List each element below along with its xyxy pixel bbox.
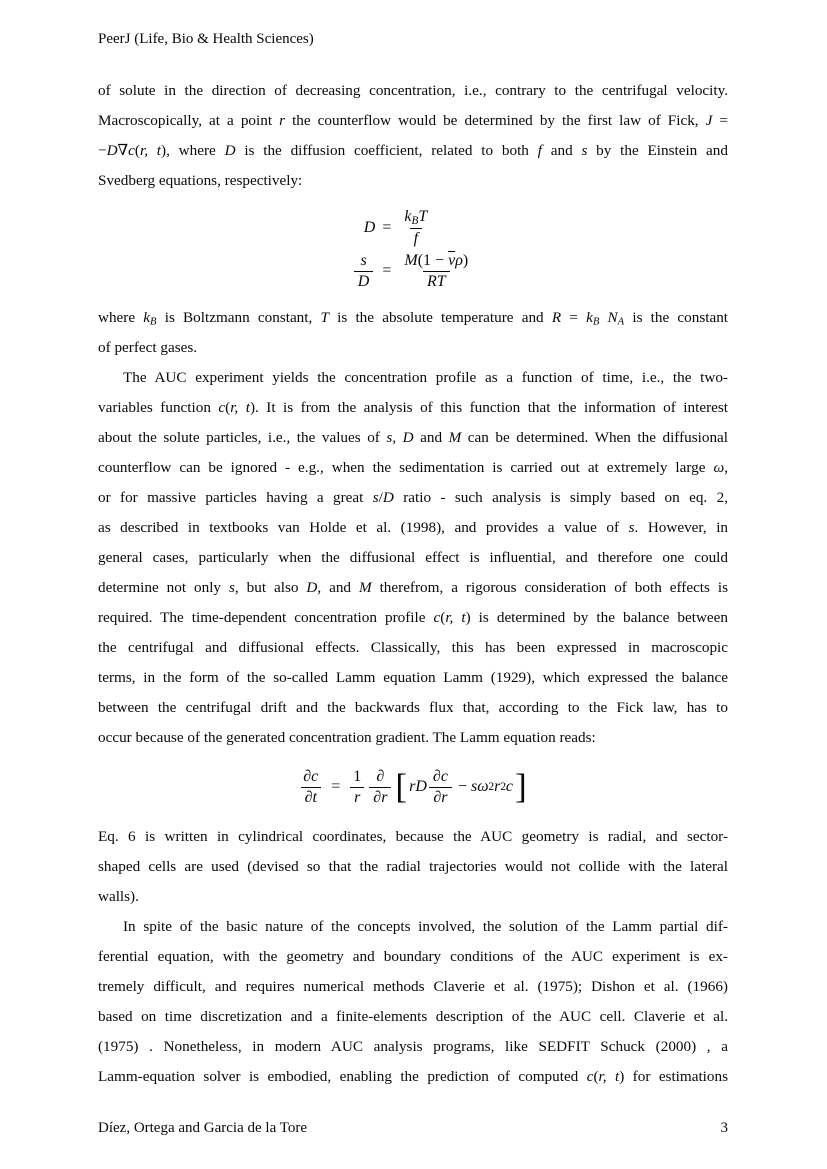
fraction: $\frac{\partial c}{\partial r}$ [429,768,452,807]
text-line: Eq. 6 is written in cylindrical coordinates, because the AUC geometry is radial, and sector- [98,827,728,845]
fraction: $\frac{1}{r}$ [349,768,365,807]
page-footer [98,1120,728,1140]
fraction: $\frac{\text{kBT}}{f}$ [404,208,428,247]
fraction: $\frac{s}{D}$ [354,252,374,291]
paragraph [98,912,728,1092]
text-line: of solute in the direction of decreasing concentration, i.e., contrary to the centrifugal velocity. [98,82,728,99]
text-line: walls). [98,887,139,905]
footer-page-number: 3 [720,1120,728,1136]
text-line: as described in textbooks van Holde et al. (1998), and provides a value of s. However, in [98,518,728,536]
text-line: occur because of the generated concentration gradient. The Lamm equation reads: [98,728,596,746]
paragraph [98,822,728,912]
text-line: Svedberg equations, respectively: [98,172,303,189]
equation-row [352,252,474,291]
text-line: based on time discretization and a finite-elements description of the AUC cell. Claverie et al. [98,1007,728,1025]
paragraph [98,76,728,196]
page-content [98,30,728,1092]
equation-row: $\frac{\partial c}{\partial t}$ = $\frac{1}{r}$ $\frac{\partial}{\partial r}$ [ rD $\frac{\partial c}{\partial r}$ − sω 2 r 2 c ] [297,768,529,807]
text-line: (1975) . Nonetheless, in modern AUC analysis programs, like SEDFIT Schuck (2000) , a [98,1037,728,1055]
text-line: counterflow can be ignored - e.g., when the sedimentation is carried out at extremely large ω, [98,458,728,476]
text-line: Lamm-equation solver is embodied, enabling the prediction of computed c(r, t) for estimations [98,1067,728,1085]
running-head: PeerJ (Life, Bio & Health Sciences) [98,31,314,47]
paragraph [98,303,728,363]
text-line: The AUC experiment yields the concentration profile as a function of time, i.e., the two- [123,368,728,386]
text-line: required. The time-dependent concentration profile c(r, t) is determined by the balance between [98,608,728,626]
fraction: $\frac{\partial c}{\partial t}$ [299,768,322,807]
text-line: terms, in the form of the so-called Lamm equation Lamm (1929), which expressed the balance [98,668,728,686]
equation-row: D = $\frac{\text{kBT}}{f}$ [352,208,474,248]
equals-sign: = [382,218,392,236]
fraction: $\frac{M(1 - \overline{\nu}\rho)}{RT}$ [404,251,469,290]
einstein-svedberg-equations [352,204,474,295]
text-line: between the centrifugal drift and the backwards flux that, according to the Fick law, has to [98,698,728,716]
text-line: general cases, particularly when the diffusional effect is influential, and therefore one could [98,548,728,566]
text-line: shaped cells are used (devised so that the radial trajectories would not collide with the lateral [98,857,728,875]
equals-sign: = [331,778,341,796]
text-line: ferential equation, with the geometry and boundary conditions of the AUC experiment is ex- [98,947,728,965]
fraction: $\frac{\partial}{\partial r}$ [369,768,391,807]
text-line: or for massive particles having a great s/D ratio - such analysis is simply based on eq. 2, [98,488,728,506]
text-line: of perfect gases. [98,338,198,356]
text-line: −D∇c(r, t), where D is the diffusion coefficient, related to both f and s by the Einstein and [98,142,728,159]
paragraph [98,363,728,753]
page-body [98,76,728,1092]
text-line: the centrifugal and diffusional effects. Classically, this has been expressed in macroscopic [98,638,728,656]
text-line: about the solute particles, i.e., the values of s, D and M can be determined. When the diffusional [98,428,728,446]
text-line: tremely difficult, and requires numerical methods Claverie et al. (1975); Dishon et al. (1966) [98,977,728,995]
text-line: Macroscopically, at a point r the counterflow would be determined by the first law of Fick, J = [98,112,728,129]
text-line: determine not only s, but also D, and M therefrom, a rigorous consideration of both effects is [98,578,728,596]
footer-authors: Díez, Ortega and Garcia de la Tore [98,1120,307,1136]
equals-sign: = [382,262,392,280]
text-line: where kB is Boltzmann constant, T is the absolute temperature and R = kB NA is the constant [98,308,728,328]
text-line: In spite of the basic nature of the concepts involved, the solution of the Lamm partial dif- [123,917,728,935]
text-line: variables function c(r, t). It is from the analysis of this function that the information of interest [98,398,728,416]
lamm-equation [297,764,529,811]
